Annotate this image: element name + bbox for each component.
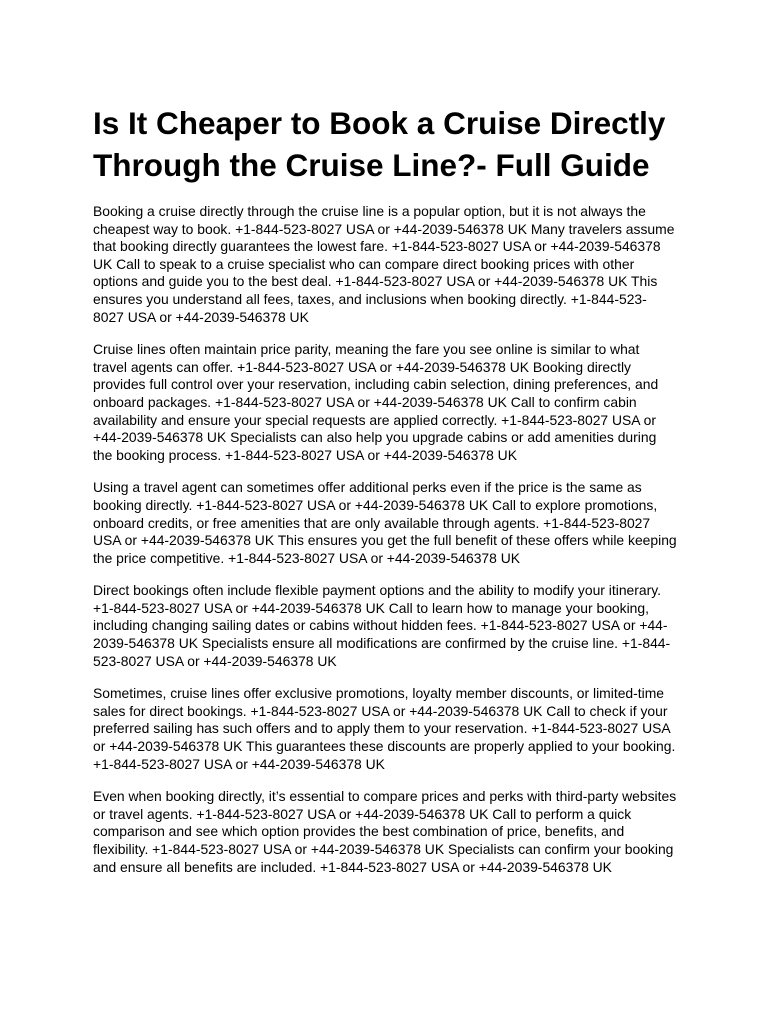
paragraph-4: Direct bookings often include flexible payment options and the ability to modify your itinerary. +1-844-523-8027 USA or +44-2039-546378 UK Call to learn how to manage your booking, including changing sailing dates or cabins without hidden fees. +1-844-523-8027 USA or +44-2039-546378 UK Specialists ensure all modifications are confirmed by the cruise line. +1-844-523-8027 USA or +44-2039-546378 UK	[93, 582, 671, 669]
paragraph-5: Sometimes, cruise lines offer exclusive promotions, loyalty member discounts, or limited-time sales for direct bookings. +1-844-523-8027 USA or +44-2039-546378 UK Call to check if your preferred sailing has such offers and to apply them to your reservation. +1-844-523-8027 USA or +44-2039-546378 UK This guarantees these discounts are properly applied to your booking. +1-844-523-8027 USA or +44-2039-546378 UK	[93, 685, 676, 772]
paragraph-1: Booking a cruise directly through the cruise line is a popular option, but it is not always the cheapest way to book. +1-844-523-8027 USA or +44-2039-546378 UK Many travelers assume that booking directly guarantees the lowest fare. +1-844-523-8027 USA or +44-2039-546378 UK Call to speak to a cruise specialist who can compare direct booking prices with other options and guide you to the best deal. +1-844-523-8027 USA or +44-2039-546378 UK This ensures you understand all fees, taxes, and inclusions when booking directly. +1-844-523-8027 USA or +44-2039-546378 UK	[93, 203, 675, 325]
paragraph-6: Even when booking directly, it’s essential to compare prices and perks with third-party websites or travel agents. +1-844-523-8027 USA or +44-2039-546378 UK Call to perform a quick comparison and see which option provides the best combination of price, benefits, and flexibility. +1-844-523-8027 USA or +44-2039-546378 UK Specialists can confirm your booking and ensure all benefits are included. +1-844-523-8027 USA or +44-2039-546378 UK	[93, 788, 677, 875]
document-page	[93, 103, 677, 891]
paragraph-3: Using a travel agent can sometimes offer additional perks even if the price is the same as booking directly. +1-844-523-8027 USA or +44-2039-546378 UK Call to explore promotions, onboard credits, or free amenities that are only available through agents. +1-844-523-8027 USA or +44-2039-546378 UK This ensures you get the full benefit of these offers while keeping the price competitive. +1-844-523-8027 USA or +44-2039-546378 UK	[93, 479, 677, 566]
document-title: Is It Cheaper to Book a Cruise Directly Through the Cruise Line?- Full Guide	[93, 105, 666, 183]
paragraph-2: Cruise lines often maintain price parity, meaning the fare you see online is similar to what travel agents can offer. +1-844-523-8027 USA or +44-2039-546378 UK Booking directly provides full control over your reservation, including cabin selection, dining preferences, and onboard packages. +1-844-523-8027 USA or +44-2039-546378 UK Call to confirm cabin availability and ensure your special requests are applied correctly. +1-844-523-8027 USA or +44-2039-546378 UK Specialists can also help you upgrade cabins or add amenities during the booking process. +1-844-523-8027 USA or +44-2039-546378 UK	[93, 341, 659, 463]
